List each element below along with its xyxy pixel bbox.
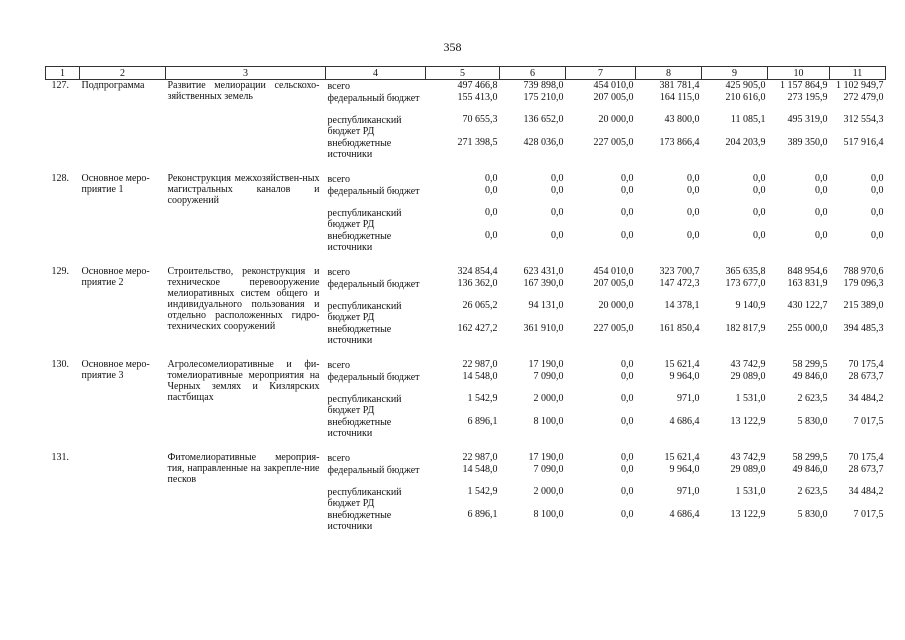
funding-source: федеральный бюджет bbox=[327, 279, 420, 290]
amount-cell: 0,0 bbox=[815, 230, 828, 241]
amount-cell: 273 195,9 bbox=[787, 92, 828, 103]
amount-cell: 1 157 864,9 bbox=[780, 80, 828, 91]
amount-cell: 0,0 bbox=[621, 371, 634, 382]
amount-cell: 58 299,5 bbox=[792, 359, 828, 370]
row-spacer bbox=[46, 346, 886, 359]
funding-source: внебюджетные источники bbox=[327, 417, 392, 439]
program-name: Фитомелиоративные мероприя-тия, направленные на закрепле-ние песков bbox=[167, 452, 320, 485]
amount-cell: 70 175,4 bbox=[848, 359, 884, 370]
amount-cell: 0,0 bbox=[621, 416, 634, 427]
amount-cell: 0,0 bbox=[551, 185, 564, 196]
program-type: Основное меро-приятие 1 bbox=[81, 173, 150, 195]
amount-cell: 495 319,0 bbox=[787, 114, 828, 125]
amount-cell: 22 987,0 bbox=[462, 452, 498, 463]
funding-source: внебюджетные источники bbox=[327, 510, 392, 532]
amount-cell: 271 398,5 bbox=[457, 137, 498, 148]
amount-cell: 0,0 bbox=[621, 230, 634, 241]
amount-cell: 29 089,0 bbox=[730, 371, 766, 382]
amount-cell: 7 090,0 bbox=[533, 371, 564, 382]
row-number: 131. bbox=[51, 452, 69, 463]
amount-cell: 207 005,0 bbox=[593, 92, 634, 103]
amount-cell: 381 781,4 bbox=[659, 80, 700, 91]
amount-cell: 136 652,0 bbox=[523, 114, 564, 125]
amount-cell: 9 964,0 bbox=[669, 464, 700, 475]
program-name: Агролесомелиоративные и фи-томелиоративные мероприятия на Черных землях и Кизлярских пастбищах bbox=[167, 359, 320, 403]
amount-cell: 215 389,0 bbox=[843, 300, 884, 311]
amount-cell: 2 000,0 bbox=[533, 486, 564, 497]
amount-cell: 94 131,0 bbox=[528, 300, 564, 311]
amount-cell: 0,0 bbox=[753, 185, 766, 196]
amount-cell: 136 362,0 bbox=[457, 278, 498, 289]
amount-cell: 0,0 bbox=[753, 207, 766, 218]
funding-source: республиканский бюджет РД bbox=[327, 208, 402, 230]
funding-source: внебюджетные источники bbox=[327, 138, 392, 160]
amount-cell: 13 122,9 bbox=[730, 416, 766, 427]
amount-cell: 6 896,1 bbox=[467, 509, 498, 520]
amount-cell: 361 910,0 bbox=[523, 323, 564, 334]
row-spacer bbox=[46, 439, 886, 452]
amount-cell: 324 854,4 bbox=[457, 266, 498, 277]
amount-cell: 70 655,3 bbox=[462, 114, 498, 125]
amount-cell: 173 677,0 bbox=[725, 278, 766, 289]
program-type: Основное меро-приятие 2 bbox=[81, 266, 150, 288]
amount-cell: 848 954,6 bbox=[787, 266, 828, 277]
spacer-cell bbox=[46, 160, 886, 173]
amount-cell: 365 635,8 bbox=[725, 266, 766, 277]
amount-cell: 623 431,0 bbox=[523, 266, 564, 277]
amount-cell: 155 413,0 bbox=[457, 92, 498, 103]
amount-cell: 1 102 949,7 bbox=[836, 80, 884, 91]
row-number: 128. bbox=[51, 173, 69, 184]
amount-cell: 17 190,0 bbox=[528, 359, 564, 370]
amount-cell: 0,0 bbox=[621, 207, 634, 218]
amount-cell: 7 017,5 bbox=[853, 509, 884, 520]
amount-cell: 0,0 bbox=[621, 173, 634, 184]
amount-cell: 13 122,9 bbox=[730, 509, 766, 520]
table-row bbox=[46, 266, 886, 278]
amount-cell: 0,0 bbox=[485, 173, 498, 184]
amount-cell: 173 866,4 bbox=[659, 137, 700, 148]
column-header: 8 bbox=[636, 67, 702, 80]
amount-cell: 394 485,3 bbox=[843, 323, 884, 334]
program-type: Основное меро-приятие 3 bbox=[81, 359, 150, 381]
amount-cell: 227 005,0 bbox=[593, 323, 634, 334]
amount-cell: 49 846,0 bbox=[792, 371, 828, 382]
program-type: Подпрограмма bbox=[81, 80, 145, 91]
amount-cell: 182 817,9 bbox=[725, 323, 766, 334]
amount-cell: 20 000,0 bbox=[598, 114, 634, 125]
funding-source: всего bbox=[327, 360, 351, 371]
amount-cell: 163 831,9 bbox=[787, 278, 828, 289]
column-header: 5 bbox=[426, 67, 500, 80]
funding-source: федеральный бюджет bbox=[327, 186, 420, 197]
amount-cell: 312 554,3 bbox=[843, 114, 884, 125]
funding-source: федеральный бюджет bbox=[327, 93, 420, 104]
amount-cell: 34 484,2 bbox=[848, 486, 884, 497]
table-row bbox=[46, 452, 886, 464]
amount-cell: 0,0 bbox=[687, 230, 700, 241]
amount-cell: 5 830,0 bbox=[797, 509, 828, 520]
row-spacer bbox=[46, 160, 886, 173]
amount-cell: 0,0 bbox=[485, 230, 498, 241]
column-header: 6 bbox=[500, 67, 566, 80]
funding-source: республиканский бюджет РД bbox=[327, 487, 402, 509]
amount-cell: 0,0 bbox=[815, 173, 828, 184]
amount-cell: 0,0 bbox=[871, 230, 884, 241]
amount-cell: 255 000,0 bbox=[787, 323, 828, 334]
amount-cell: 175 210,0 bbox=[523, 92, 564, 103]
amount-cell: 0,0 bbox=[687, 207, 700, 218]
funding-source: республиканский бюджет РД bbox=[327, 301, 402, 323]
amount-cell: 971,0 bbox=[677, 393, 700, 404]
amount-cell: 0,0 bbox=[621, 452, 634, 463]
amount-cell: 14 378,1 bbox=[664, 300, 700, 311]
amount-cell: 0,0 bbox=[753, 230, 766, 241]
amount-cell: 0,0 bbox=[551, 207, 564, 218]
amount-cell: 0,0 bbox=[815, 185, 828, 196]
row-spacer bbox=[46, 253, 886, 266]
amount-cell: 20 000,0 bbox=[598, 300, 634, 311]
amount-cell: 0,0 bbox=[621, 464, 634, 475]
page-number: 358 bbox=[443, 40, 462, 54]
amount-cell: 454 010,0 bbox=[593, 266, 634, 277]
amount-cell: 4 686,4 bbox=[669, 509, 700, 520]
amount-cell: 207 005,0 bbox=[593, 278, 634, 289]
amount-cell: 70 175,4 bbox=[848, 452, 884, 463]
amount-cell: 0,0 bbox=[551, 230, 564, 241]
amount-cell: 7 090,0 bbox=[533, 464, 564, 475]
funding-source: всего bbox=[327, 267, 351, 278]
program-name: Реконструкция межхозяйствен-ных магистральных каналов и сооружений bbox=[167, 173, 320, 206]
program-type bbox=[80, 452, 166, 532]
amount-cell: 58 299,5 bbox=[792, 452, 828, 463]
amount-cell: 43 742,9 bbox=[730, 452, 766, 463]
amount-cell: 0,0 bbox=[621, 393, 634, 404]
amount-cell: 0,0 bbox=[621, 185, 634, 196]
column-header: 9 bbox=[702, 67, 768, 80]
program-name: Развитие мелиорации сельскохо-зяйственных земель bbox=[167, 80, 320, 102]
funding-source: федеральный бюджет bbox=[327, 372, 420, 383]
amount-cell: 179 096,3 bbox=[843, 278, 884, 289]
amount-cell: 272 479,0 bbox=[843, 92, 884, 103]
program-name: Строительство, реконструкция и техническое перевооружение мелиоративных систем общего и индивидуального пользования и отдельно расположенных гидро-технических сооружений bbox=[167, 266, 320, 332]
amount-cell: 9 140,9 bbox=[735, 300, 766, 311]
amount-cell: 29 089,0 bbox=[730, 464, 766, 475]
amount-cell: 6 896,1 bbox=[467, 416, 498, 427]
amount-cell: 0,0 bbox=[753, 173, 766, 184]
column-header: 11 bbox=[830, 67, 886, 80]
amount-cell: 43 742,9 bbox=[730, 359, 766, 370]
amount-cell: 1 542,9 bbox=[467, 393, 498, 404]
amount-cell: 14 548,0 bbox=[462, 464, 498, 475]
amount-cell: 49 846,0 bbox=[792, 464, 828, 475]
funding-source: внебюджетные источники bbox=[327, 324, 392, 346]
amount-cell: 15 621,4 bbox=[664, 452, 700, 463]
amount-cell: 1 531,0 bbox=[735, 393, 766, 404]
funding-source: всего bbox=[327, 81, 351, 92]
amount-cell: 210 616,0 bbox=[725, 92, 766, 103]
amount-cell: 0,0 bbox=[621, 509, 634, 520]
amount-cell: 14 548,0 bbox=[462, 371, 498, 382]
amount-cell: 167 390,0 bbox=[523, 278, 564, 289]
amount-cell: 971,0 bbox=[677, 486, 700, 497]
table-body bbox=[46, 80, 886, 533]
amount-cell: 0,0 bbox=[485, 207, 498, 218]
column-header: 2 bbox=[80, 67, 166, 80]
amount-cell: 1 531,0 bbox=[735, 486, 766, 497]
budget-table-sheet bbox=[45, 66, 885, 532]
column-header: 10 bbox=[768, 67, 830, 80]
amount-cell: 0,0 bbox=[485, 185, 498, 196]
amount-cell: 161 850,4 bbox=[659, 323, 700, 334]
amount-cell: 26 065,2 bbox=[462, 300, 498, 311]
row-number: 130. bbox=[51, 359, 69, 370]
amount-cell: 1 542,9 bbox=[467, 486, 498, 497]
amount-cell: 0,0 bbox=[621, 359, 634, 370]
amount-cell: 4 686,4 bbox=[669, 416, 700, 427]
amount-cell: 43 800,0 bbox=[664, 114, 700, 125]
amount-cell: 0,0 bbox=[815, 207, 828, 218]
amount-cell: 8 100,0 bbox=[533, 416, 564, 427]
amount-cell: 788 970,6 bbox=[843, 266, 884, 277]
amount-cell: 425 905,0 bbox=[725, 80, 766, 91]
amount-cell: 15 621,4 bbox=[664, 359, 700, 370]
amount-cell: 162 427,2 bbox=[457, 323, 498, 334]
amount-cell: 2 623,5 bbox=[797, 393, 828, 404]
amount-cell: 11 085,1 bbox=[730, 114, 766, 125]
amount-cell: 430 122,7 bbox=[787, 300, 828, 311]
amount-cell: 28 673,7 bbox=[848, 371, 884, 382]
column-header: 4 bbox=[326, 67, 426, 80]
amount-cell: 389 350,0 bbox=[787, 137, 828, 148]
column-header: 7 bbox=[566, 67, 636, 80]
column-number-header bbox=[46, 67, 886, 80]
amount-cell: 454 010,0 bbox=[593, 80, 634, 91]
amount-cell: 9 964,0 bbox=[669, 371, 700, 382]
funding-source: республиканский бюджет РД bbox=[327, 115, 402, 137]
amount-cell: 5 830,0 bbox=[797, 416, 828, 427]
spacer-cell bbox=[46, 439, 886, 452]
spacer-cell bbox=[46, 253, 886, 266]
funding-source: федеральный бюджет bbox=[327, 465, 420, 476]
amount-cell: 17 190,0 bbox=[528, 452, 564, 463]
funding-source: всего bbox=[327, 453, 351, 464]
row-number: 129. bbox=[51, 266, 69, 277]
amount-cell: 0,0 bbox=[871, 207, 884, 218]
amount-cell: 0,0 bbox=[621, 486, 634, 497]
amount-cell: 0,0 bbox=[687, 185, 700, 196]
budget-table bbox=[45, 66, 886, 532]
table-row bbox=[46, 80, 886, 93]
row-number: 127. bbox=[51, 80, 69, 91]
funding-source: республиканский бюджет РД bbox=[327, 394, 402, 416]
amount-cell: 8 100,0 bbox=[533, 509, 564, 520]
column-header: 3 bbox=[166, 67, 326, 80]
amount-cell: 517 916,4 bbox=[843, 137, 884, 148]
funding-source: всего bbox=[327, 174, 351, 185]
amount-cell: 497 466,8 bbox=[457, 80, 498, 91]
amount-cell: 739 898,0 bbox=[523, 80, 564, 91]
amount-cell: 0,0 bbox=[551, 173, 564, 184]
column-header: 1 bbox=[46, 67, 80, 80]
amount-cell: 2 000,0 bbox=[533, 393, 564, 404]
amount-cell: 0,0 bbox=[871, 173, 884, 184]
amount-cell: 34 484,2 bbox=[848, 393, 884, 404]
spacer-cell bbox=[46, 346, 886, 359]
amount-cell: 147 472,3 bbox=[659, 278, 700, 289]
amount-cell: 0,0 bbox=[871, 185, 884, 196]
amount-cell: 323 700,7 bbox=[659, 266, 700, 277]
amount-cell: 428 036,0 bbox=[523, 137, 564, 148]
table-row bbox=[46, 359, 886, 371]
amount-cell: 164 115,0 bbox=[659, 92, 700, 103]
amount-cell: 2 623,5 bbox=[797, 486, 828, 497]
amount-cell: 28 673,7 bbox=[848, 464, 884, 475]
table-row bbox=[46, 173, 886, 185]
amount-cell: 7 017,5 bbox=[853, 416, 884, 427]
amount-cell: 227 005,0 bbox=[593, 137, 634, 148]
amount-cell: 22 987,0 bbox=[462, 359, 498, 370]
funding-source: внебюджетные источники bbox=[327, 231, 392, 253]
amount-cell: 0,0 bbox=[687, 173, 700, 184]
amount-cell: 204 203,9 bbox=[725, 137, 766, 148]
